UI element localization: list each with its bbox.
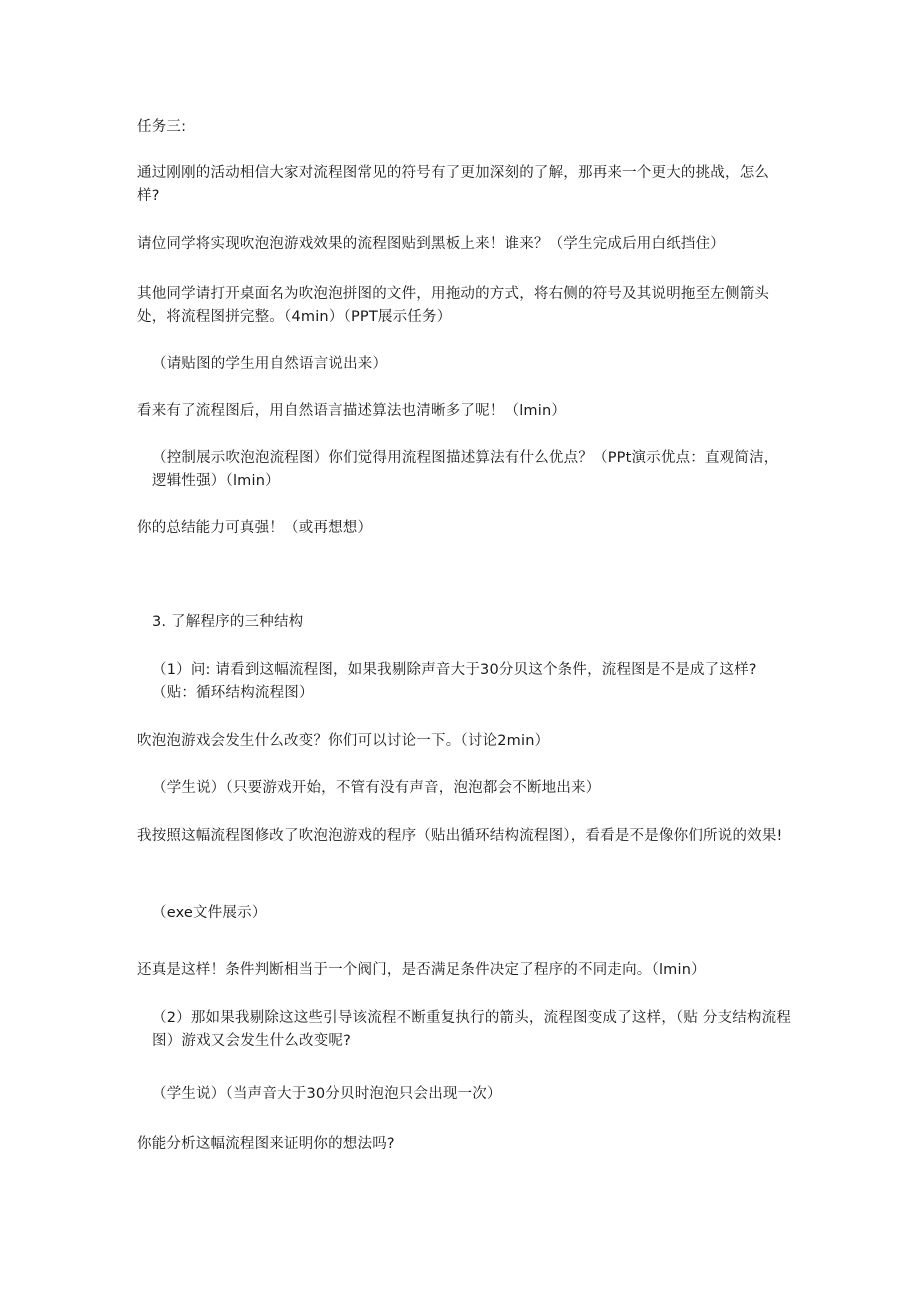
paragraph: 你的总结能力可真强！（或再想想） bbox=[137, 520, 373, 536]
paragraph: 请位同学将实现吹泡泡游戏效果的流程图贴到黑板上来！谁来？（学生完成后用白纸挡住） bbox=[137, 236, 725, 252]
paragraph: 你能分析这幅流程图来证明你的想法吗? bbox=[137, 1136, 395, 1152]
paragraph: 其他同学请打开桌面名为吹泡泡拼图的文件，用拖动的方式，将右侧的符号及其说明拖至左侧箭头处，将流程图拼完整。（4min）（PPT展示任务） bbox=[137, 286, 770, 325]
paragraph: 通过刚刚的活动相信大家对流程图常见的符号有了更加深刻的了解，那再来一个更大的挑战，怎么样? bbox=[137, 165, 770, 204]
paragraph: （请贴图的学生用自然语言说出来） bbox=[152, 356, 388, 372]
paragraph: 吹泡泡游戏会发生什么改变？你们可以讨论一下。（讨论2min） bbox=[137, 733, 550, 749]
paragraph: 还真是这样！条件判断相当于一个阀门，是否满足条件决定了程序的不同走向。（lmin） bbox=[137, 962, 706, 978]
paragraph: （控制展示吹泡泡流程图）你们觉得用流程图描述算法有什么优点？（PPt演示优点：直观简洁，逻辑性强）（lmin） bbox=[152, 450, 779, 489]
paragraph: 看来有了流程图后，用自然语言描述算法也清晰多了呢！（lmin） bbox=[137, 403, 567, 419]
task-heading: 任务三: bbox=[137, 119, 187, 135]
paragraph: （1）问: 请看到这幅流程图，如果我剔除声音大于30分贝这个条件，流程图是不是成了这样?（贴：循环结构流程图） bbox=[152, 662, 757, 701]
paragraph: （exe文件展示） bbox=[152, 905, 267, 921]
paragraph: （学生说）（只要游戏开始，不管有没有声音，泡泡都会不断地出来） bbox=[152, 780, 601, 796]
paragraph: 我按照这幅流程图修改了吹泡泡游戏的程序（贴出循环结构流程图），看看是不是像你们所说的效果! bbox=[137, 828, 783, 844]
section-heading: 3. 了解程序的三种结构 bbox=[152, 614, 304, 630]
paragraph: （2）那如果我剔除这这些引导该流程不断重复执行的箭头，流程图变成了这样，（贴 分支结构流程图）游戏又会发生什么改变呢? bbox=[152, 1010, 792, 1049]
paragraph: （学生说）（当声音大于30分贝时泡泡只会出现一次） bbox=[152, 1086, 502, 1102]
